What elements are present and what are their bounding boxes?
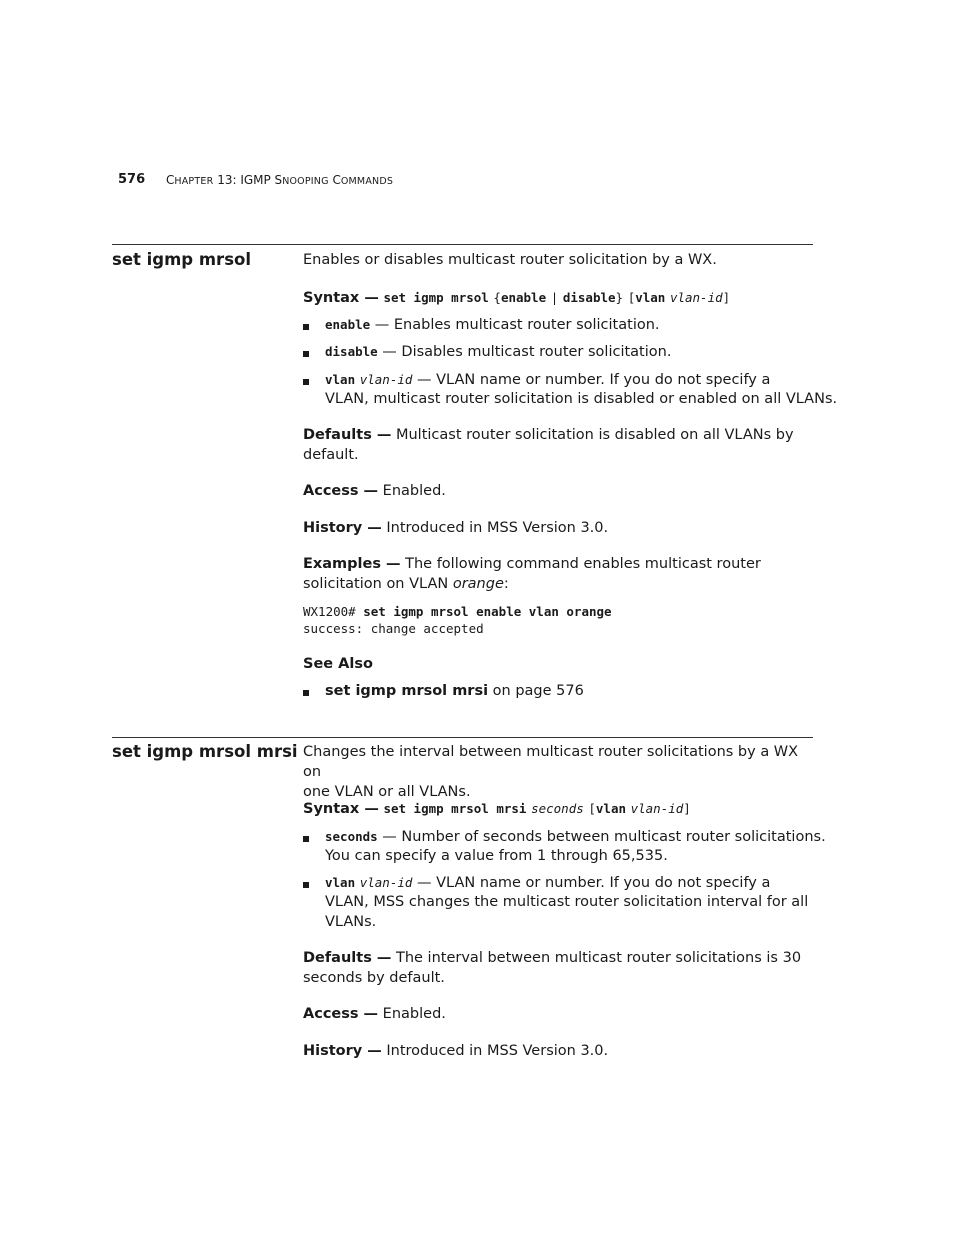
syntax-vlan-id: vlan-id	[630, 801, 684, 816]
bullet-icon	[303, 379, 309, 385]
access-paragraph	[303, 1004, 446, 1024]
syntax-command: set igmp mrsol mrsi	[383, 801, 527, 816]
defaults-text-cont: default.	[303, 447, 359, 463]
syntax-rbrace: }	[615, 290, 624, 305]
defaults-label: Defaults —	[303, 427, 392, 443]
code-example	[303, 603, 612, 637]
syntax-disable: disable	[562, 290, 616, 305]
bullet-icon	[303, 324, 309, 330]
examples-vlan-name: orange	[452, 576, 504, 592]
history-paragraph	[303, 518, 608, 538]
param-arg: vlan-id	[359, 372, 413, 387]
param-text-cont: You can specify a value from 1 through 65,535.	[325, 848, 668, 864]
param-keyword: vlan	[325, 372, 356, 387]
bullet-icon	[303, 882, 309, 888]
param-text-cont: VLAN, MSS changes the multicast router solicitation interval for all	[325, 894, 809, 910]
examples-text: The following command enables multicast router	[405, 556, 761, 572]
description-line: Changes the interval between multicast router solicitations by a WX on	[303, 744, 799, 780]
defaults-label: Defaults —	[303, 950, 392, 966]
chapter-prefix: C	[166, 173, 175, 187]
access-label: Access —	[303, 483, 379, 499]
access-text: Enabled.	[382, 483, 446, 499]
param-keyword: enable	[325, 317, 371, 332]
chapter-snooping-sc: NOOPING	[282, 176, 329, 187]
chapter-c: C	[328, 173, 341, 187]
history-text: Introduced in MSS Version 3.0.	[386, 520, 609, 536]
chapter-commands-sc: OMMANDS	[340, 176, 394, 187]
see-also-link[interactable]: set igmp mrsol mrsi	[325, 683, 489, 699]
syntax-line	[303, 288, 730, 308]
code-output: success: change accepted	[303, 621, 484, 636]
syntax-vlan: vlan	[595, 801, 626, 816]
syntax-seconds: seconds	[531, 801, 584, 816]
code-prompt: WX1200#	[303, 604, 364, 619]
chapter-header	[166, 173, 393, 187]
param-text: — VLAN name or number. If you do not specify a	[417, 875, 771, 891]
param-keyword: seconds	[325, 829, 378, 844]
command-description	[303, 742, 818, 802]
section-divider	[112, 244, 813, 245]
access-paragraph	[303, 481, 446, 501]
see-also-page: on page 576	[488, 683, 584, 699]
bullet-icon	[303, 690, 309, 696]
bullet-icon	[303, 836, 309, 842]
param-arg: vlan-id	[359, 875, 413, 890]
defaults-text-cont: seconds by default.	[303, 970, 445, 986]
history-label: History —	[303, 520, 382, 536]
section-divider	[112, 737, 813, 738]
syntax-line	[303, 799, 691, 819]
see-also-heading: See Also	[303, 656, 373, 672]
page-number: 576	[118, 172, 146, 187]
command-title: set igmp mrsol mrsi	[112, 742, 298, 761]
defaults-paragraph	[303, 948, 818, 988]
syntax-lbracket: [	[588, 801, 596, 816]
syntax-vlan: vlan	[635, 290, 666, 305]
syntax-enable: enable	[500, 290, 547, 305]
param-text: — Disables multicast router solicitation.	[382, 344, 672, 360]
syntax-pipe: |	[550, 290, 559, 305]
examples-label: Examples —	[303, 556, 401, 572]
defaults-text: The interval between multicast router solicitations is 30	[395, 950, 802, 966]
access-text: Enabled.	[382, 1006, 446, 1022]
description-line: one VLAN or all VLANs.	[303, 784, 471, 800]
param-text: — Enables multicast router solicitation.	[374, 317, 660, 333]
syntax-lbrace: {	[493, 290, 501, 305]
chapter-prefix-sc: HAPTER	[174, 176, 214, 187]
syntax-rbracket: ]	[722, 290, 731, 305]
syntax-label: Syntax —	[303, 801, 379, 817]
command-description: Enables or disables multicast router solicitation by a WX.	[303, 252, 717, 268]
examples-paragraph	[303, 554, 818, 594]
command-title: set igmp mrsol	[112, 250, 252, 269]
syntax-command: set igmp mrsol	[383, 290, 489, 305]
examples-colon: :	[503, 576, 509, 592]
syntax-lbracket: [	[627, 290, 636, 305]
defaults-text: Multicast router solicitation is disabled on all VLANs by	[395, 427, 794, 443]
syntax-vlan-id: vlan-id	[669, 290, 723, 305]
param-text: — VLAN name or number. If you do not specify a	[417, 372, 771, 388]
param-text-cont: VLANs.	[325, 914, 377, 930]
param-keyword: disable	[325, 344, 378, 359]
chapter-rest: 13: IGMP S	[213, 173, 283, 187]
syntax-label: Syntax —	[303, 290, 379, 306]
param-text-cont: VLAN, multicast router solicitation is disabled or enabled on all VLANs.	[325, 391, 838, 407]
defaults-paragraph	[303, 425, 818, 465]
history-paragraph	[303, 1041, 608, 1061]
bullet-icon	[303, 351, 309, 357]
history-label: History —	[303, 1043, 382, 1059]
examples-text-cont: solicitation on VLAN	[303, 576, 453, 592]
param-keyword: vlan	[325, 875, 356, 890]
history-text: Introduced in MSS Version 3.0.	[386, 1043, 609, 1059]
access-label: Access —	[303, 1006, 379, 1022]
param-text: — Number of seconds between multicast router solicitations.	[382, 829, 826, 845]
syntax-rbracket: ]	[683, 801, 691, 816]
code-command: set igmp mrsol enable vlan orange	[363, 604, 612, 619]
